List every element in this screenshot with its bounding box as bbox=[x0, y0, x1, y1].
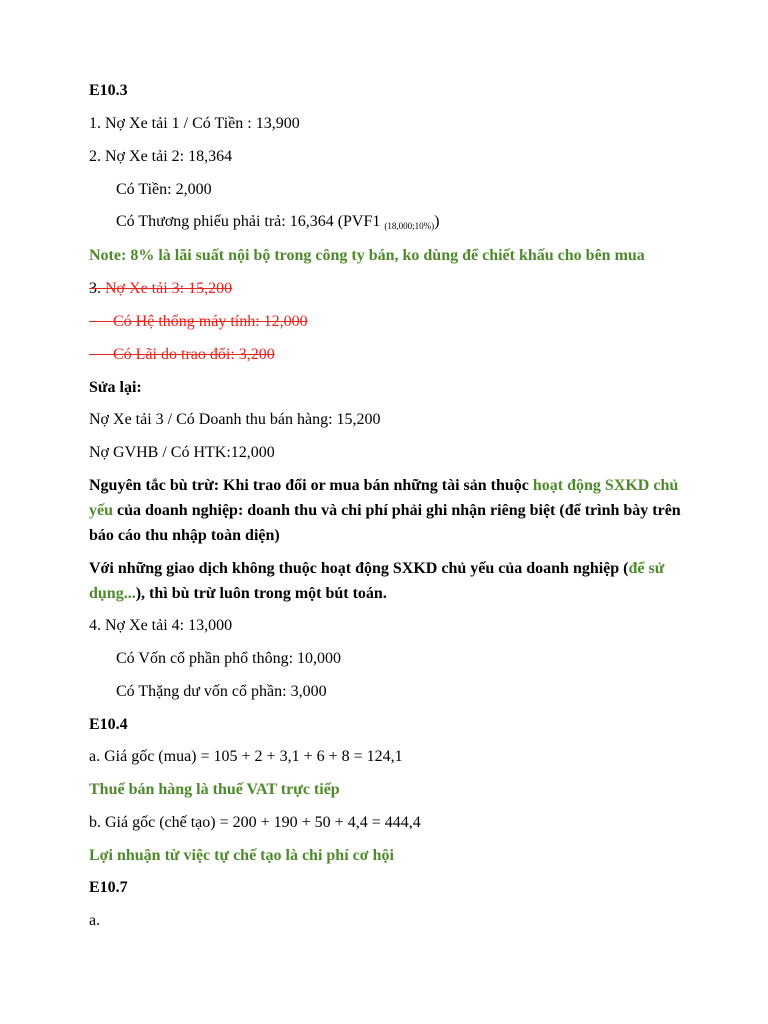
entry-3-text: Nợ Xe tải 3: 15,200 bbox=[101, 280, 233, 297]
non-core-paragraph bbox=[89, 556, 697, 606]
netting-principle-paragraph bbox=[89, 473, 697, 548]
entry-3-credit-computer: Có Hệ thống máy tính: 12,000 bbox=[89, 313, 308, 330]
entry-2-credit-note-text: Có Thương phiếu phải trả: 16,364 (PVF1 bbox=[116, 213, 385, 230]
non-core-text-a: Với những giao dịch không thuộc hoạt động SXKD chủ yếu của doanh nghiệp ( bbox=[89, 560, 629, 577]
netting-principle-text-a: Nguyên tắc bù trừ: Khi trao đổi or mua bán những tài sản thuộc bbox=[89, 477, 533, 494]
entry-2-credit-cash: Có Tiền: 2,000 bbox=[116, 181, 212, 198]
e10-7-a: a. bbox=[89, 912, 101, 929]
heading-e10-7: E10.7 bbox=[89, 879, 128, 896]
e10-4-a: a. Giá gốc (mua) = 105 + 2 + 3,1 + 6 + 8 = 124,1 bbox=[89, 748, 403, 765]
correction-line-1: Nợ Xe tải 3 / Có Doanh thu bán hàng: 15,200 bbox=[89, 411, 381, 428]
entry-1: 1. Nợ Xe tải 1 / Có Tiền : 13,900 bbox=[89, 115, 300, 132]
entry-3-struck bbox=[89, 279, 232, 299]
entry-3-credit-gain: Có Lãi do trao đổi: 3,200 bbox=[89, 346, 275, 363]
note-vat: Thuế bán hàng là thuế VAT trực tiếp bbox=[89, 781, 340, 798]
entry-2-close-paren: ) bbox=[434, 213, 440, 230]
entry-2: 2. Nợ Xe tải 2: 18,364 bbox=[89, 148, 233, 165]
pvf-subscript: (18,000;10%) bbox=[384, 221, 435, 231]
heading-e10-4: E10.4 bbox=[89, 716, 128, 733]
entry-4-credit-stock: Có Vốn cổ phần phổ thông: 10,000 bbox=[116, 650, 342, 667]
entry-4-credit-surplus: Có Thặng dư vốn cổ phần: 3,000 bbox=[116, 683, 327, 700]
heading-e10-3: E10.3 bbox=[89, 82, 128, 99]
netting-principle-highlight: hoạt động SXKD chủ yếu bbox=[89, 477, 679, 519]
note-opportunity-cost: Lợi nhuận từ việc tự chế tạo là chi phí cơ hội bbox=[89, 847, 394, 864]
netting-principle-text-c: của doanh nghiệp: doanh thu và chi phí phải ghi nhận riêng biệt (để trình bày trên báo cáo thu nhập toàn diện) bbox=[89, 502, 681, 544]
entry-2-credit-note bbox=[116, 212, 439, 236]
correction-line-2: Nợ GVHB / Có HTK:12,000 bbox=[89, 444, 275, 461]
entry-3-number: 3. bbox=[89, 280, 101, 297]
note-interest-rate: Note: 8% là lãi suất nội bộ trong công ty bán, ko dùng để chiết khấu cho bên mua bbox=[89, 247, 645, 264]
non-core-highlight: để sử dụng... bbox=[89, 560, 665, 602]
e10-4-b: b. Giá gốc (chế tạo) = 200 + 190 + 50 + 4,4 = 444,4 bbox=[89, 814, 421, 831]
correction-heading: Sửa lại: bbox=[89, 379, 142, 396]
entry-4: 4. Nợ Xe tải 4: 13,000 bbox=[89, 617, 233, 634]
non-core-text-c: ), thì bù trừ luôn trong một bút toán. bbox=[135, 585, 387, 602]
